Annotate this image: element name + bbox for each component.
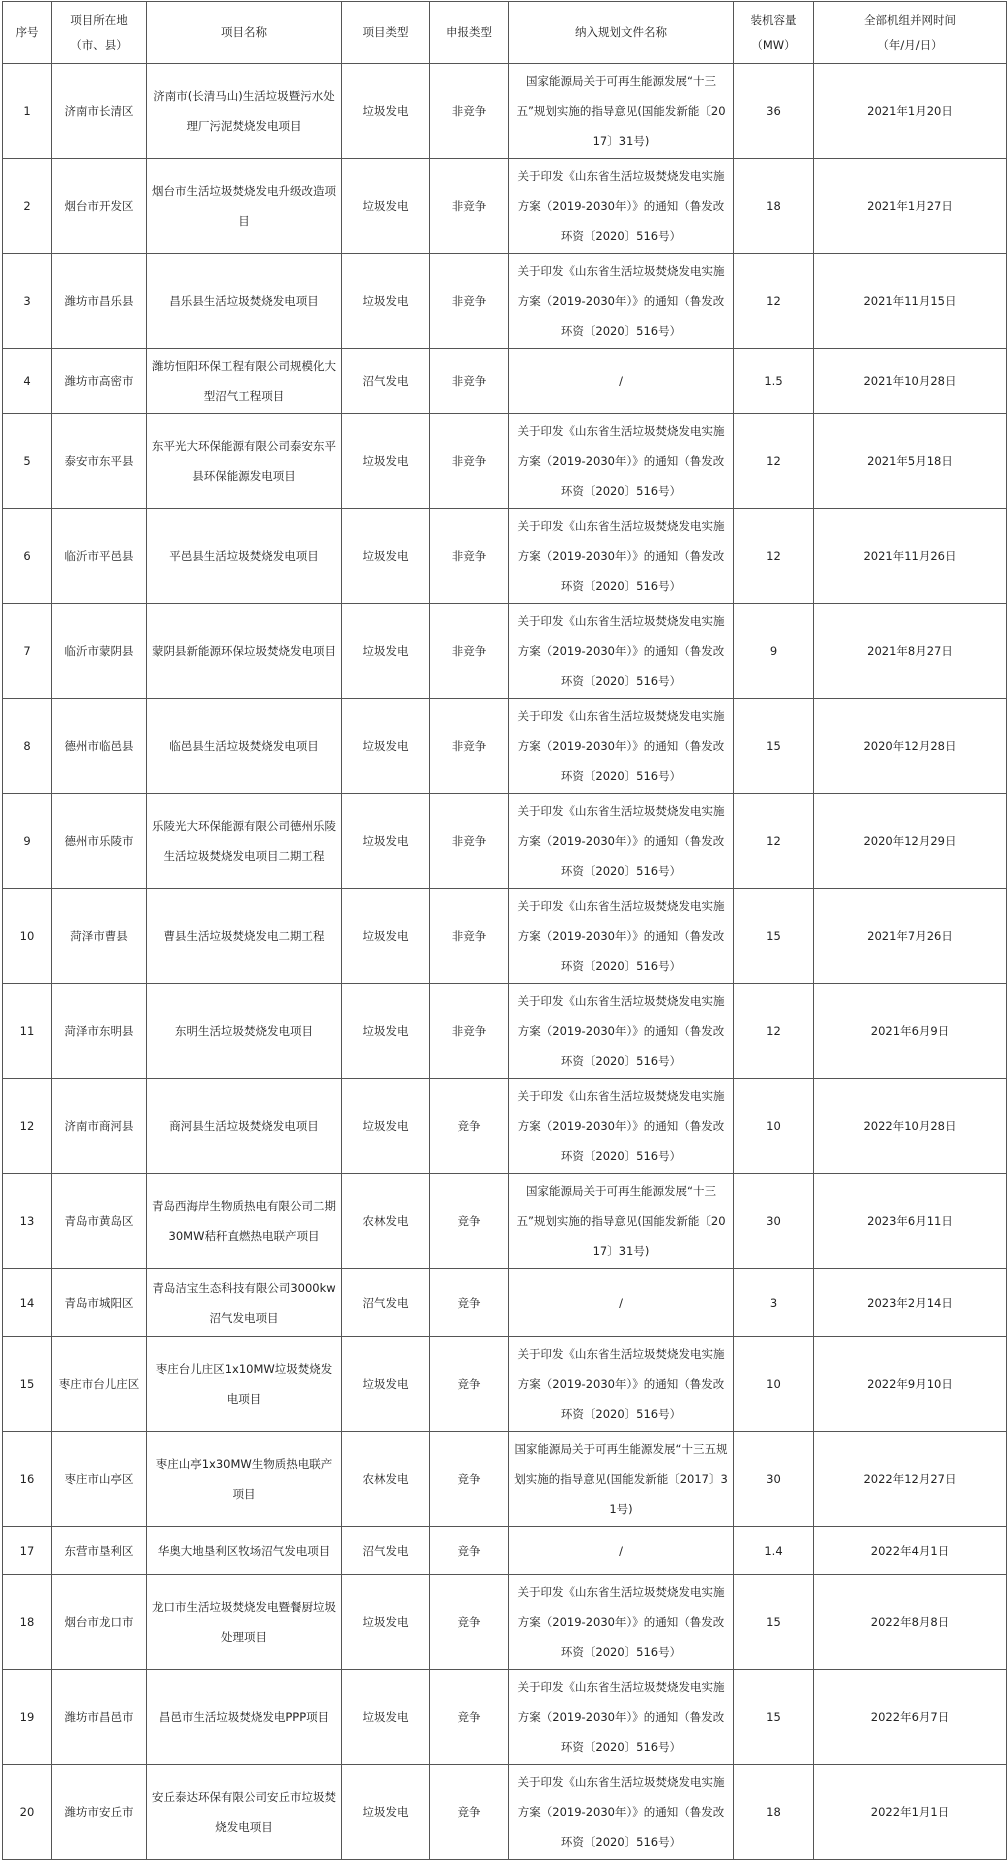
cell-capacity: 10 <box>734 1337 814 1432</box>
cell-name: 安丘泰达环保有限公司安丘市垃圾焚烧发电项目 <box>147 1765 342 1860</box>
cell-document: 国家能源局关于可再生能源发展“十三五规划实施的指导意见(国能发新能〔2017〕31号) <box>509 1432 734 1527</box>
cell-document: 关于印发《山东省生活垃圾焚烧发电实施方案（2019-2030年）》的通知（鲁发改环资〔2020〕516号） <box>509 699 734 794</box>
cell-document: / <box>509 349 734 414</box>
cell-name: 曹县生活垃圾焚烧发电二期工程 <box>147 889 342 984</box>
cell-name: 乐陵光大环保能源有限公司德州乐陵生活垃圾焚烧发电项目二期工程 <box>147 794 342 889</box>
cell-date: 2022年10月28日 <box>814 1079 1007 1174</box>
table-row <box>3 159 1007 254</box>
header-index: 序号 <box>3 2 52 64</box>
cell-index: 20 <box>3 1765 52 1860</box>
header-location-line2: （市、县） <box>70 37 128 52</box>
cell-capacity: 9 <box>734 604 814 699</box>
cell-location: 德州市乐陵市 <box>52 794 147 889</box>
cell-date: 2021年5月18日 <box>814 414 1007 509</box>
cell-capacity: 15 <box>734 889 814 984</box>
header-type: 项目类型 <box>342 2 430 64</box>
cell-index: 13 <box>3 1174 52 1269</box>
cell-name: 潍坊恒阳环保工程有限公司规模化大型沼气工程项目 <box>147 349 342 414</box>
cell-declare: 非竞争 <box>430 254 509 349</box>
cell-capacity: 10 <box>734 1079 814 1174</box>
cell-name: 昌乐县生活垃圾焚烧发电项目 <box>147 254 342 349</box>
cell-date: 2023年2月14日 <box>814 1269 1007 1337</box>
cell-name: 蒙阴县新能源环保垃圾焚烧发电项目 <box>147 604 342 699</box>
cell-location: 潍坊市安丘市 <box>52 1765 147 1860</box>
header-date <box>814 2 1007 64</box>
cell-capacity: 12 <box>734 794 814 889</box>
cell-document: 关于印发《山东省生活垃圾焚烧发电实施方案（2019-2030年）》的通知（鲁发改环资〔2020〕516号） <box>509 254 734 349</box>
cell-capacity: 12 <box>734 509 814 604</box>
header-location <box>52 2 147 64</box>
cell-declare: 竞争 <box>430 1079 509 1174</box>
cell-index: 1 <box>3 64 52 159</box>
header-date-line1: 全部机组并网时间 <box>864 12 956 27</box>
cell-location: 潍坊市昌乐县 <box>52 254 147 349</box>
cell-name: 青岛洁宝生态科技有限公司3000kw沼气发电项目 <box>147 1269 342 1337</box>
table-row <box>3 254 1007 349</box>
table-row <box>3 1575 1007 1670</box>
cell-declare: 非竞争 <box>430 349 509 414</box>
cell-document: / <box>509 1527 734 1575</box>
cell-index: 6 <box>3 509 52 604</box>
cell-location: 菏泽市曹县 <box>52 889 147 984</box>
header-document: 纳入规划文件名称 <box>509 2 734 64</box>
cell-index: 15 <box>3 1337 52 1432</box>
table-row <box>3 1079 1007 1174</box>
cell-name: 青岛西海岸生物质热电有限公司二期30MW秸秆直燃热电联产项目 <box>147 1174 342 1269</box>
cell-index: 18 <box>3 1575 52 1670</box>
cell-date: 2022年8月8日 <box>814 1575 1007 1670</box>
cell-type: 垃圾发电 <box>342 1079 430 1174</box>
cell-name: 昌邑市生活垃圾焚烧发电PPP项目 <box>147 1670 342 1765</box>
header-row <box>3 2 1007 64</box>
cell-document: 关于印发《山东省生活垃圾焚烧发电实施方案（2019-2030年）》的通知（鲁发改环资〔2020〕516号） <box>509 1079 734 1174</box>
cell-index: 5 <box>3 414 52 509</box>
table-row <box>3 414 1007 509</box>
cell-type: 农林发电 <box>342 1432 430 1527</box>
table-row <box>3 889 1007 984</box>
cell-index: 11 <box>3 984 52 1079</box>
cell-type: 垃圾发电 <box>342 984 430 1079</box>
cell-name: 华奥大地垦利区牧场沼气发电项目 <box>147 1527 342 1575</box>
header-location-line1: 项目所在地 <box>70 12 128 27</box>
cell-document: / <box>509 1269 734 1337</box>
cell-date: 2020年12月28日 <box>814 699 1007 794</box>
cell-date: 2021年8月27日 <box>814 604 1007 699</box>
cell-type: 垃圾发电 <box>342 1337 430 1432</box>
cell-index: 12 <box>3 1079 52 1174</box>
table-row <box>3 1432 1007 1527</box>
cell-declare: 竞争 <box>430 1670 509 1765</box>
cell-declare: 竞争 <box>430 1337 509 1432</box>
cell-location: 德州市临邑县 <box>52 699 147 794</box>
cell-location: 青岛市黄岛区 <box>52 1174 147 1269</box>
cell-location: 潍坊市昌邑市 <box>52 1670 147 1765</box>
cell-document: 关于印发《山东省生活垃圾焚烧发电实施方案（2019-2030年）》的通知（鲁发改环资〔2020〕516号） <box>509 1575 734 1670</box>
cell-declare: 非竞争 <box>430 159 509 254</box>
cell-location: 菏泽市东明县 <box>52 984 147 1079</box>
cell-document: 关于印发《山东省生活垃圾焚烧发电实施方案（2019-2030年）》的通知（鲁发改环资〔2020〕516号） <box>509 414 734 509</box>
table-row <box>3 1670 1007 1765</box>
cell-location: 枣庄市山亭区 <box>52 1432 147 1527</box>
cell-declare: 竞争 <box>430 1269 509 1337</box>
cell-document: 国家能源局关于可再生能源发展“十三五”规划实施的指导意见(国能发新能〔2017〕31号) <box>509 64 734 159</box>
cell-name: 东明生活垃圾焚烧发电项目 <box>147 984 342 1079</box>
cell-type: 垃圾发电 <box>342 889 430 984</box>
table-row <box>3 1527 1007 1575</box>
cell-capacity: 15 <box>734 1670 814 1765</box>
cell-capacity: 15 <box>734 1575 814 1670</box>
table-row <box>3 699 1007 794</box>
cell-location: 临沂市平邑县 <box>52 509 147 604</box>
cell-declare: 竞争 <box>430 1432 509 1527</box>
cell-type: 沼气发电 <box>342 1269 430 1337</box>
projects-table <box>2 1 1007 1860</box>
cell-location: 东营市垦利区 <box>52 1527 147 1575</box>
cell-date: 2021年1月20日 <box>814 64 1007 159</box>
cell-date: 2021年10月28日 <box>814 349 1007 414</box>
cell-document: 关于印发《山东省生活垃圾焚烧发电实施方案（2019-2030年）》的通知（鲁发改环资〔2020〕516号） <box>509 889 734 984</box>
cell-declare: 非竞争 <box>430 64 509 159</box>
cell-capacity: 12 <box>734 414 814 509</box>
cell-location: 枣庄市台儿庄区 <box>52 1337 147 1432</box>
cell-capacity: 30 <box>734 1174 814 1269</box>
cell-date: 2021年6月9日 <box>814 984 1007 1079</box>
cell-index: 4 <box>3 349 52 414</box>
cell-type: 垃圾发电 <box>342 699 430 794</box>
cell-name: 枣庄山亭1x30MW生物质热电联产项目 <box>147 1432 342 1527</box>
cell-capacity: 15 <box>734 699 814 794</box>
cell-type: 垃圾发电 <box>342 604 430 699</box>
cell-document: 国家能源局关于可再生能源发展“十三五”规划实施的指导意见(国能发新能〔2017〕31号) <box>509 1174 734 1269</box>
header-date-line2: （年/月/日） <box>877 37 943 52</box>
cell-index: 9 <box>3 794 52 889</box>
cell-date: 2020年12月29日 <box>814 794 1007 889</box>
cell-index: 16 <box>3 1432 52 1527</box>
cell-type: 垃圾发电 <box>342 1765 430 1860</box>
cell-name: 龙口市生活垃圾焚烧发电暨餐厨垃圾处理项目 <box>147 1575 342 1670</box>
table-row <box>3 984 1007 1079</box>
cell-capacity: 1.5 <box>734 349 814 414</box>
cell-date: 2022年12月27日 <box>814 1432 1007 1527</box>
table-row <box>3 349 1007 414</box>
cell-index: 2 <box>3 159 52 254</box>
cell-index: 8 <box>3 699 52 794</box>
table-row <box>3 1269 1007 1337</box>
cell-index: 3 <box>3 254 52 349</box>
cell-date: 2022年1月1日 <box>814 1765 1007 1860</box>
header-name: 项目名称 <box>147 2 342 64</box>
cell-type: 垃圾发电 <box>342 509 430 604</box>
cell-document: 关于印发《山东省生活垃圾焚烧发电实施方案（2019-2030年）》的通知（鲁发改环资〔2020〕516号） <box>509 604 734 699</box>
cell-declare: 竞争 <box>430 1527 509 1575</box>
cell-name: 济南市(长清马山)生活垃圾暨污水处理厂污泥焚烧发电项目 <box>147 64 342 159</box>
cell-date: 2021年11月15日 <box>814 254 1007 349</box>
cell-location: 临沂市蒙阴县 <box>52 604 147 699</box>
cell-type: 垃圾发电 <box>342 414 430 509</box>
cell-type: 沼气发电 <box>342 349 430 414</box>
cell-name: 临邑县生活垃圾焚烧发电项目 <box>147 699 342 794</box>
cell-date: 2021年11月26日 <box>814 509 1007 604</box>
table-row <box>3 604 1007 699</box>
header-capacity <box>734 2 814 64</box>
cell-name: 东平光大环保能源有限公司泰安东平县环保能源发电项目 <box>147 414 342 509</box>
cell-name: 平邑县生活垃圾焚烧发电项目 <box>147 509 342 604</box>
cell-declare: 非竞争 <box>430 414 509 509</box>
cell-index: 19 <box>3 1670 52 1765</box>
cell-type: 垃圾发电 <box>342 159 430 254</box>
cell-location: 烟台市开发区 <box>52 159 147 254</box>
cell-declare: 竞争 <box>430 1575 509 1670</box>
cell-index: 17 <box>3 1527 52 1575</box>
cell-document: 关于印发《山东省生活垃圾焚烧发电实施方案（2019-2030年）》的通知（鲁发改环资〔2020〕516号） <box>509 1765 734 1860</box>
cell-name: 枣庄台儿庄区1x10MW垃圾焚烧发电项目 <box>147 1337 342 1432</box>
cell-type: 农林发电 <box>342 1174 430 1269</box>
cell-document: 关于印发《山东省生活垃圾焚烧发电实施方案（2019-2030年）》的通知（鲁发改环资〔2020〕516号） <box>509 794 734 889</box>
cell-capacity: 12 <box>734 254 814 349</box>
cell-type: 垃圾发电 <box>342 794 430 889</box>
cell-location: 潍坊市高密市 <box>52 349 147 414</box>
cell-date: 2022年9月10日 <box>814 1337 1007 1432</box>
cell-declare: 非竞争 <box>430 699 509 794</box>
cell-declare: 非竞争 <box>430 509 509 604</box>
cell-capacity: 12 <box>734 984 814 1079</box>
cell-date: 2021年7月26日 <box>814 889 1007 984</box>
cell-location: 泰安市东平县 <box>52 414 147 509</box>
cell-capacity: 18 <box>734 1765 814 1860</box>
cell-capacity: 1.4 <box>734 1527 814 1575</box>
header-declare: 申报类型 <box>430 2 509 64</box>
cell-document: 关于印发《山东省生活垃圾焚烧发电实施方案（2019-2030年）》的通知（鲁发改环资〔2020〕516号） <box>509 1337 734 1432</box>
cell-capacity: 30 <box>734 1432 814 1527</box>
cell-capacity: 36 <box>734 64 814 159</box>
cell-declare: 非竞争 <box>430 984 509 1079</box>
cell-type: 垃圾发电 <box>342 64 430 159</box>
table-row <box>3 1337 1007 1432</box>
cell-date: 2021年1月27日 <box>814 159 1007 254</box>
cell-name: 商河县生活垃圾焚烧发电项目 <box>147 1079 342 1174</box>
cell-type: 垃圾发电 <box>342 1575 430 1670</box>
cell-declare: 非竞争 <box>430 604 509 699</box>
cell-location: 烟台市龙口市 <box>52 1575 147 1670</box>
table-row <box>3 1174 1007 1269</box>
header-capacity-line1: 装机容量 <box>750 12 797 27</box>
cell-date: 2022年4月1日 <box>814 1527 1007 1575</box>
cell-index: 10 <box>3 889 52 984</box>
cell-document: 关于印发《山东省生活垃圾焚烧发电实施方案（2019-2030年）》的通知（鲁发改环资〔2020〕516号） <box>509 159 734 254</box>
cell-name: 烟台市生活垃圾焚烧发电升级改造项目 <box>147 159 342 254</box>
cell-type: 垃圾发电 <box>342 254 430 349</box>
table-row <box>3 64 1007 159</box>
cell-index: 14 <box>3 1269 52 1337</box>
cell-document: 关于印发《山东省生活垃圾焚烧发电实施方案（2019-2030年）》的通知（鲁发改环资〔2020〕516号） <box>509 1670 734 1765</box>
cell-capacity: 18 <box>734 159 814 254</box>
table-row <box>3 509 1007 604</box>
cell-document: 关于印发《山东省生活垃圾焚烧发电实施方案（2019-2030年）》的通知（鲁发改环资〔2020〕516号） <box>509 984 734 1079</box>
cell-location: 青岛市城阳区 <box>52 1269 147 1337</box>
cell-declare: 竞争 <box>430 1174 509 1269</box>
cell-capacity: 3 <box>734 1269 814 1337</box>
cell-declare: 竞争 <box>430 1765 509 1860</box>
cell-index: 7 <box>3 604 52 699</box>
cell-type: 沼气发电 <box>342 1527 430 1575</box>
cell-location: 济南市商河县 <box>52 1079 147 1174</box>
cell-date: 2022年6月7日 <box>814 1670 1007 1765</box>
cell-declare: 非竞争 <box>430 794 509 889</box>
cell-date: 2023年6月11日 <box>814 1174 1007 1269</box>
header-capacity-line2: （MW） <box>751 37 796 52</box>
cell-location: 济南市长清区 <box>52 64 147 159</box>
table-row <box>3 794 1007 889</box>
cell-document: 关于印发《山东省生活垃圾焚烧发电实施方案（2019-2030年）》的通知（鲁发改环资〔2020〕516号） <box>509 509 734 604</box>
table-row <box>3 1765 1007 1860</box>
cell-type: 垃圾发电 <box>342 1670 430 1765</box>
cell-declare: 非竞争 <box>430 889 509 984</box>
